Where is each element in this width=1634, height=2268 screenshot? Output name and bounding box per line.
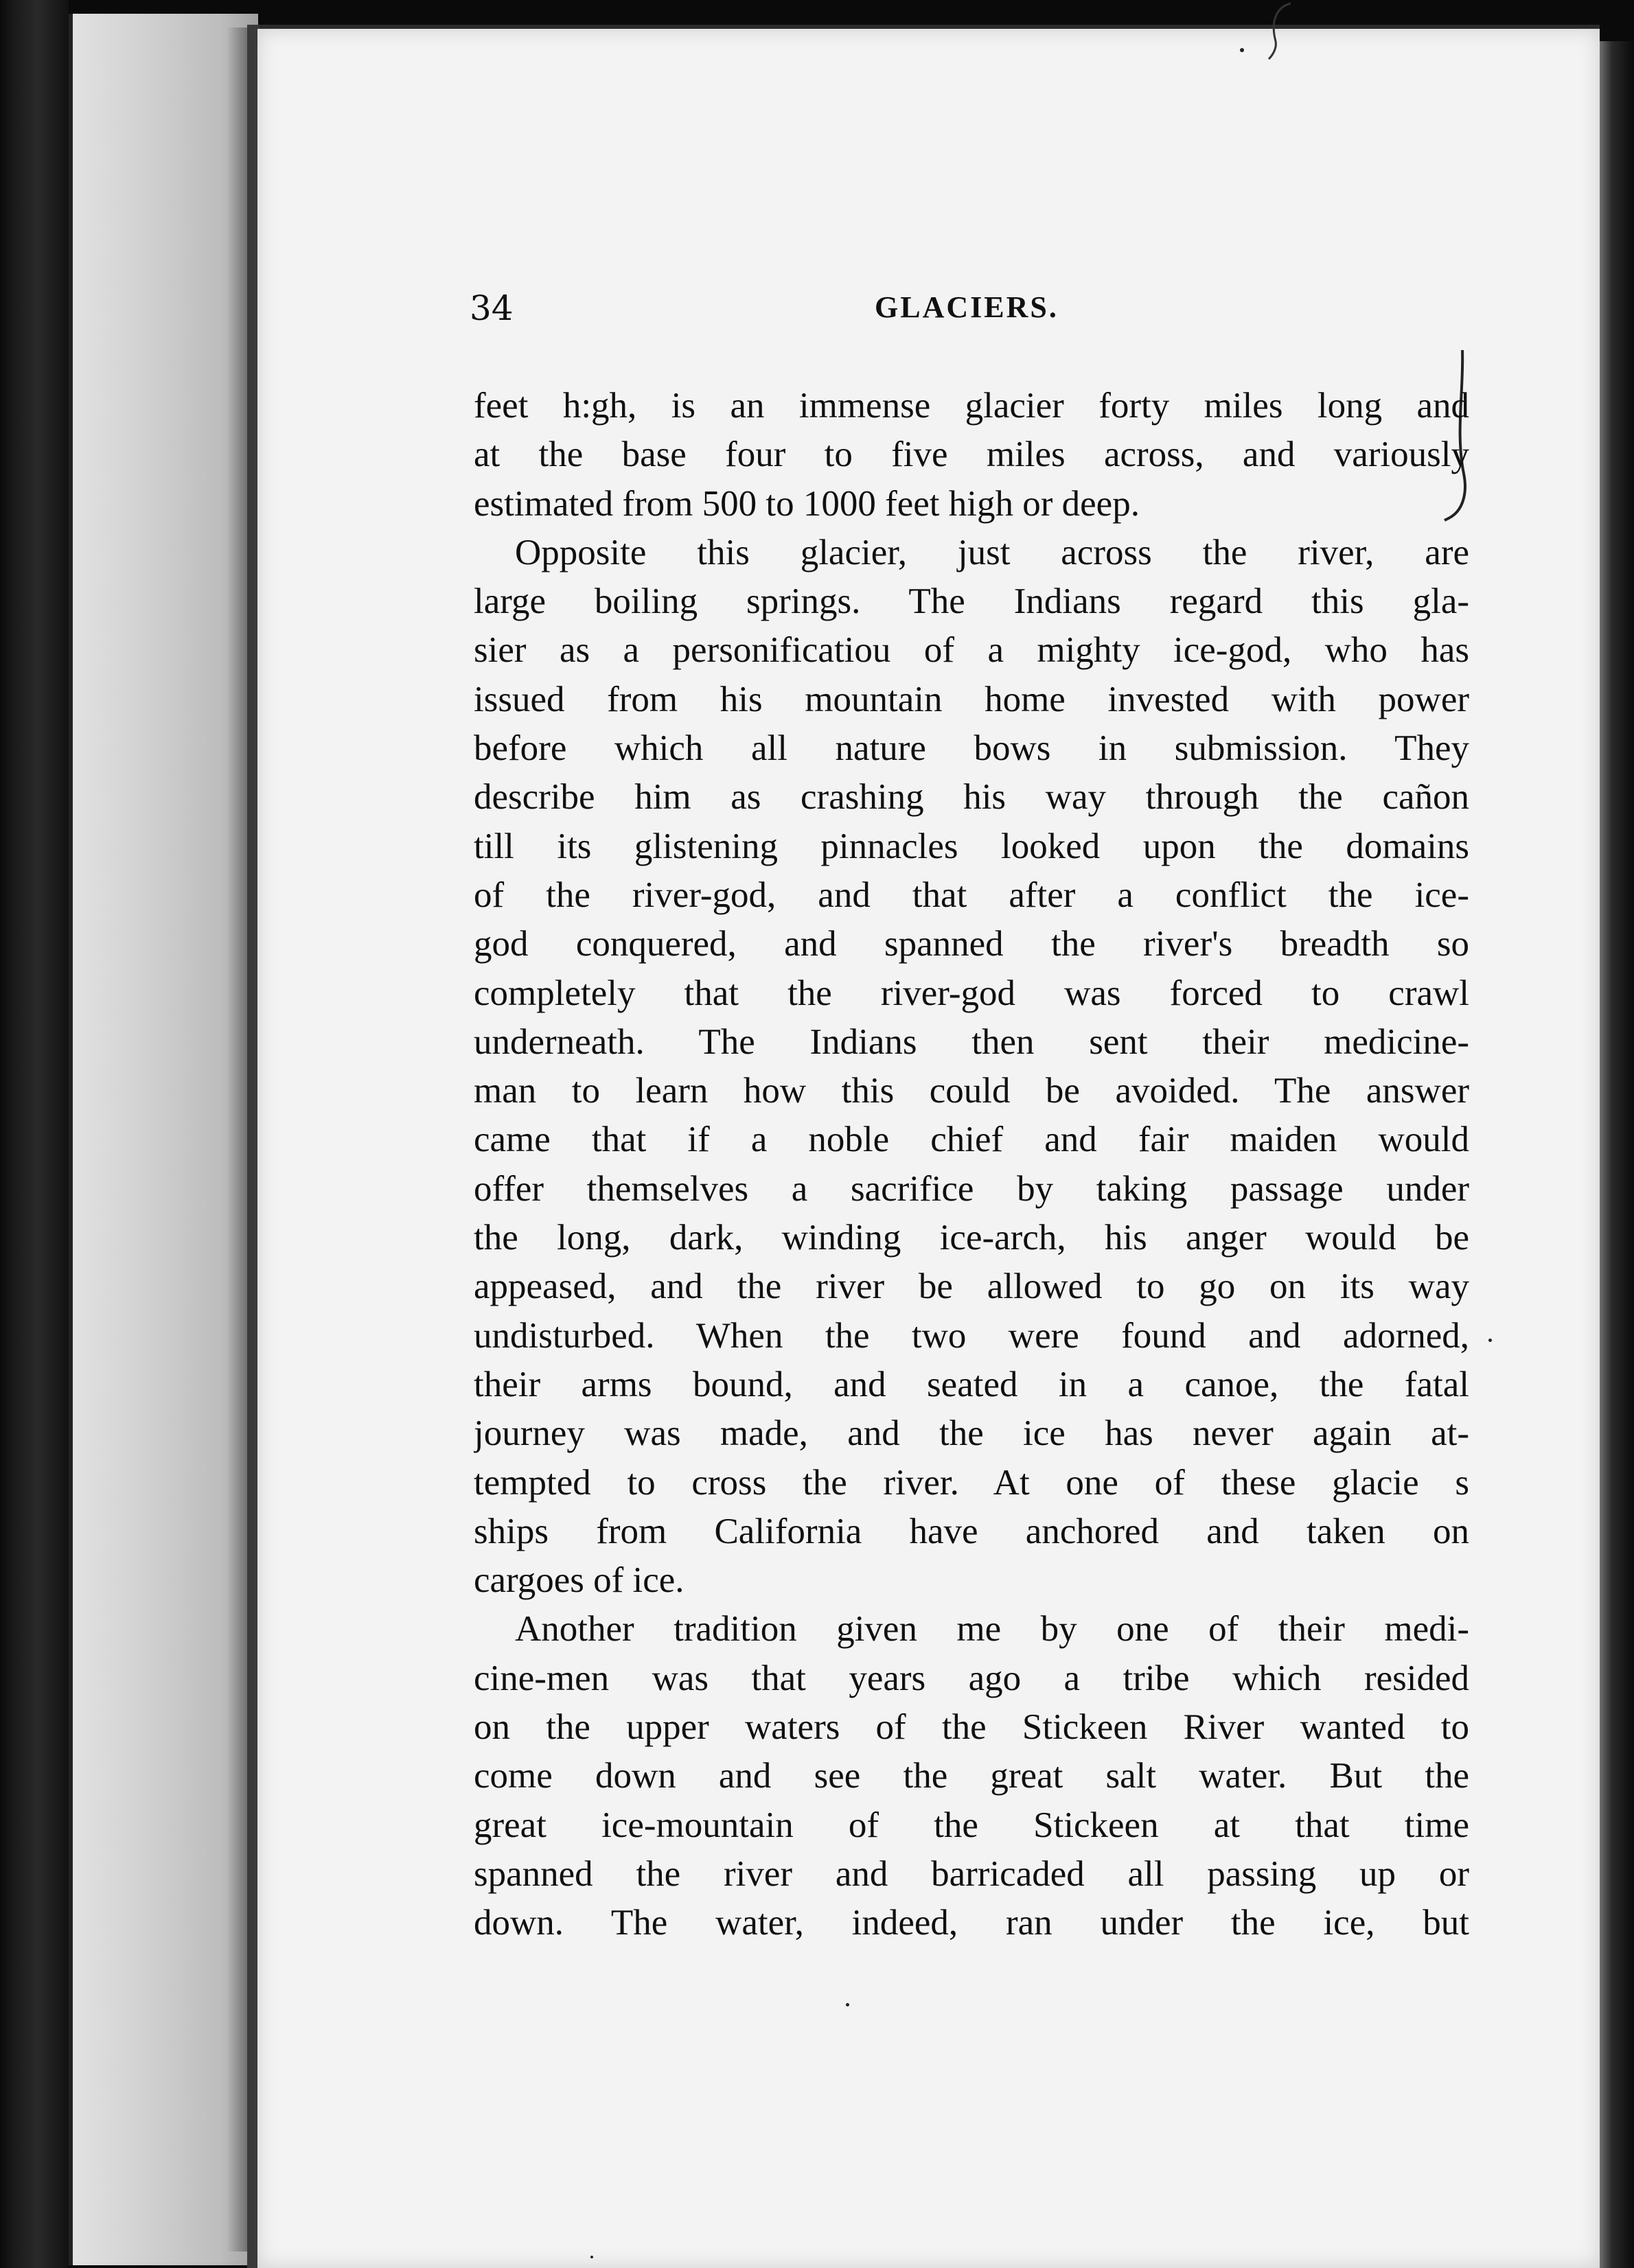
text-line: describe him as crashing his way through the cañon <box>474 777 1469 818</box>
text-line: on the upper waters of the Stickeen River wanted to <box>474 1707 1469 1748</box>
text-line: great ice-mountain of the Stickeen at that time <box>474 1805 1469 1845</box>
text-line: undisturbed. When the two were found and adorned, <box>474 1315 1469 1356</box>
text-line: cine-men was that years ago a tribe which resided <box>474 1658 1469 1698</box>
text-line: at the base four to five miles across, and variously <box>474 435 1469 475</box>
running-head: GLACIERS. <box>875 290 1059 324</box>
book-cover-edge <box>0 0 69 2268</box>
text-line: offer themselves a sacrifice by taking passage under <box>474 1168 1469 1209</box>
text-line: their arms bound, and seated in a canoe, the fatal <box>474 1364 1469 1404</box>
pencil-mark-top <box>1250 0 1304 62</box>
text-line: spanned the river and barricaded all passing up or <box>474 1853 1469 1894</box>
text-line: issued from his mountain home invested with power <box>474 679 1469 719</box>
text-line: the long, dark, winding ice-arch, his anger would be <box>474 1218 1469 1258</box>
text-line: Opposite this glacier, just across the river, are <box>515 532 1469 572</box>
text-line: appeased, and the river be allowed to go on its way <box>474 1266 1469 1307</box>
text-line: man to learn how this could be avoided. The answer <box>474 1071 1469 1111</box>
text-line: Another tradition given me by one of their medi- <box>515 1609 1469 1650</box>
scan-speck <box>846 2003 849 2006</box>
text-line: large boiling springs. The Indians regard this gla- <box>474 581 1469 622</box>
scan-speck <box>1240 48 1244 52</box>
text-line: down. The water, indeed, ran under the ice, but <box>474 1903 1469 1943</box>
scan-speck <box>1488 1339 1492 1342</box>
text-line: estimated from 500 to 1000 feet high or deep. <box>474 483 1140 524</box>
text-line: before which all nature bows in submission. They <box>474 728 1469 769</box>
text-line: cargoes of ice. <box>474 1560 684 1601</box>
scan-speck <box>590 2256 593 2258</box>
text-line: completely that the river-god was forced to crawl <box>474 973 1469 1013</box>
text-line: underneath. The Indians then sent their medicine- <box>474 1021 1469 1062</box>
body-text <box>474 382 1469 1948</box>
page-header <box>470 288 1472 343</box>
page-number: 34 <box>470 288 514 328</box>
text-line: came that if a noble chief and fair maiden would <box>474 1120 1469 1160</box>
text-line: come down and see the great salt water. But the <box>474 1756 1469 1796</box>
right-page-edge <box>1600 41 1634 2268</box>
text-line: god conquered, and spanned the river's breadth so <box>474 924 1469 964</box>
text-line: ships from California have anchored and taken on <box>474 1511 1469 1551</box>
text-line: till its glistening pinnacles looked upon the domains <box>474 826 1469 866</box>
text-line: sier as a personificatiou of a mighty ice-god, who has <box>474 630 1469 671</box>
text-line: journey was made, and the ice has never again at- <box>474 1413 1469 1454</box>
text-line: feet h:gh, is an immense glacier forty miles long and <box>474 386 1469 426</box>
text-line: of the river-god, and that after a conflict the ice- <box>474 875 1469 915</box>
text-line: tempted to cross the river. At one of these glacie s <box>474 1462 1469 1503</box>
